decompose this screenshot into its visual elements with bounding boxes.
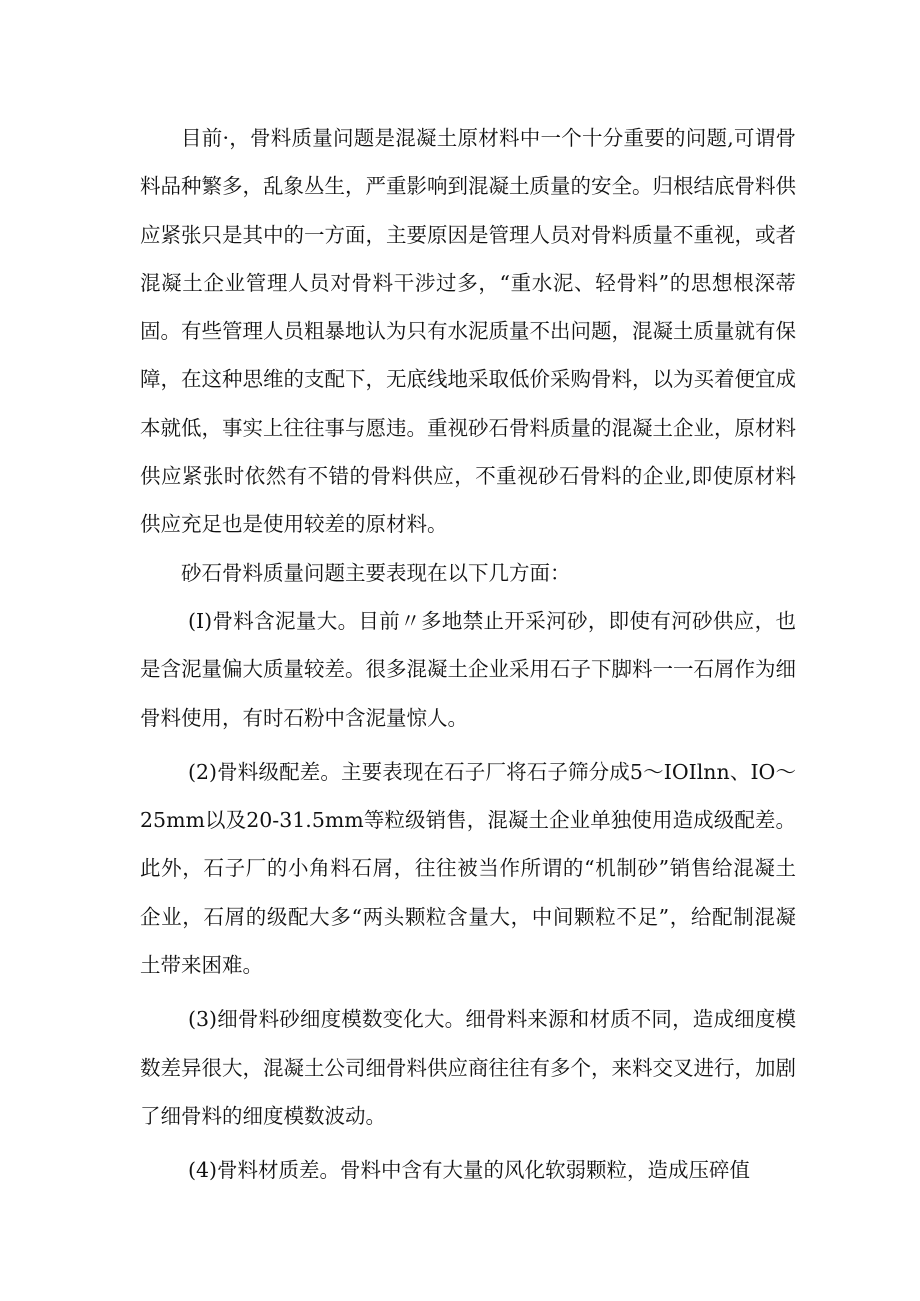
paragraph-intro: 目前·，骨料质量问题是混凝土原材料中一个十分重要的问题,可谓骨料品种繁多，乱象丛生，严重影响到混凝土质量的安全。归根结底骨料供应紧张只是其中的一方面，主要原因是管理人员对骨料质量不重视，或者混凝土企业管理人员对骨料干涉过多，“重水泥、轻骨料”的思想根深蒂固。有些管理人员粗暴地认为只有水泥质量不出问题，混凝土质量就有保障，在这种思维的支配下，无底线地采取低价采购骨料，以为买着便宜成本就低，事实上往往事与愿违。重视砂石骨料质量的混凝土企业，原材料供应紧张时依然有不错的骨料供应，不重视砂石骨料的企业,即使原材料供应充足也是使用较差的原材料。 (140, 126, 796, 537)
paragraph-item-4: (4)骨料材质差。骨料中含有大量的风化软弱颗粒，造成压碎值 (188, 1158, 751, 1183)
paragraph-item-1: (I)骨料含泥量大。目前〃多地禁止开采河砂，即使有河砂供应，也是含泥量偏大质量较差。很多混凝土企业采用石子下脚料一一石屑作为细骨料使用，有时石粉中含泥量惊人。 (140, 608, 796, 730)
paragraph-issues-heading: 砂石骨料质量问题主要表现在以下几方面： (181, 560, 571, 585)
document-body (140, 114, 796, 1195)
paragraph-item-2: (2)骨料级配差。主要表现在石子厂将石子筛分成5～IOIlnn、IO～25mm以及20-31.5mm等粒级销售，混凝土企业单独使用造成级配差。此外，石子厂的小角料石屑，往往被当作所谓的“机制砂”销售给混凝土企业，石屑的级配大多“两头颗粒含量大，中间颗粒不足”，给配制混凝土带来困难。 (140, 759, 796, 978)
paragraph-item-3: (3)细骨料砂细度模数变化大。细骨料来源和材质不同，造成细度模数差异很大，混凝土公司细骨料供应商往往有多个，来料交叉进行，加剧了细骨料的细度模数波动。 (140, 1007, 796, 1128)
